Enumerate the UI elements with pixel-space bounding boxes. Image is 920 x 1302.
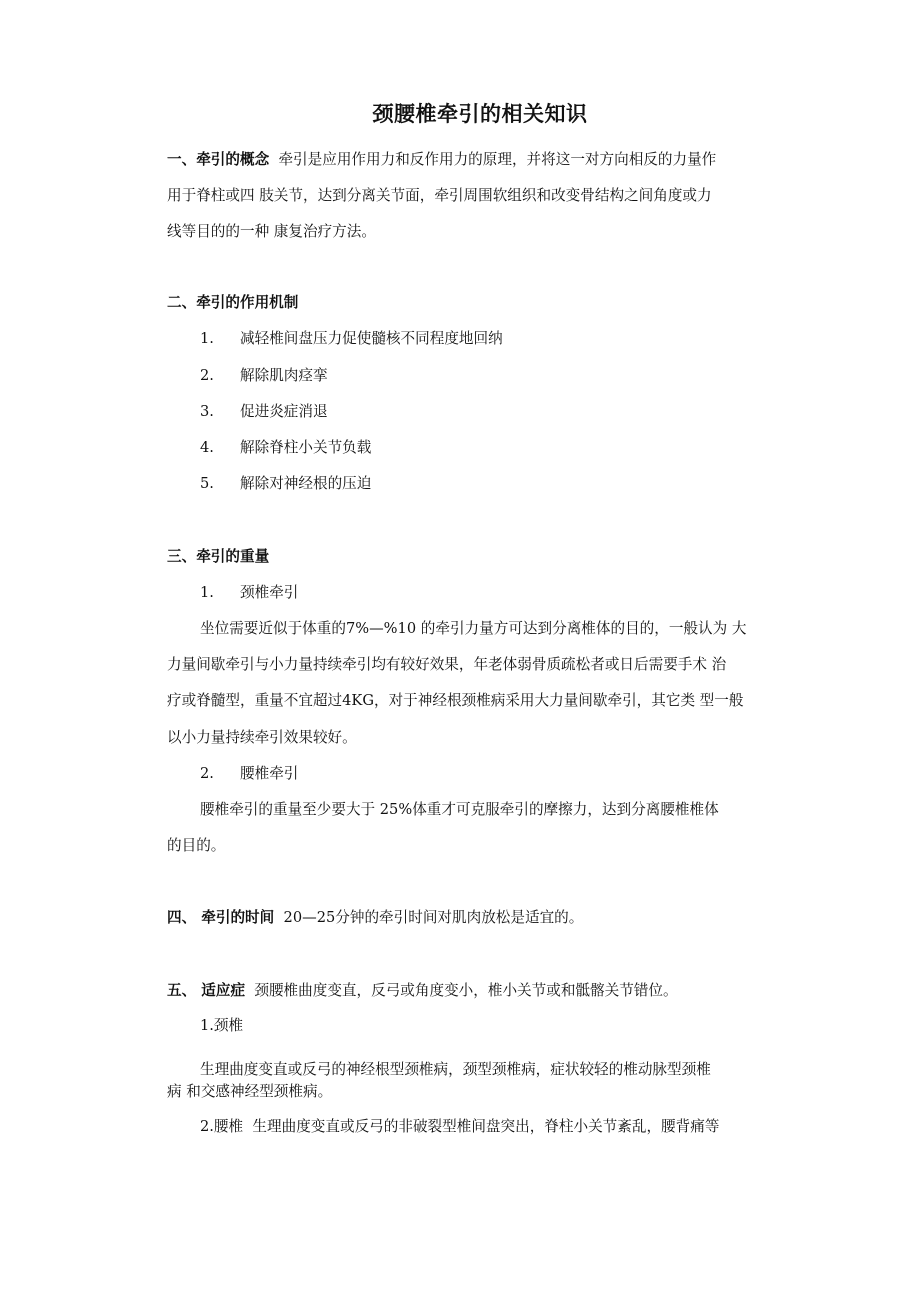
paragraph-line: 坐位需要近似于体重的7%—%10 的牵引力量方可达到分离椎体的目的，一般认为 大 <box>200 620 747 637</box>
section-4-text: 20—25分钟的牵引时间对肌肉放松是适宜的。 <box>283 909 584 926</box>
subheading-text: 腰椎牵引 <box>240 765 299 782</box>
list-item-number: 1. <box>200 330 214 347</box>
section-5-line <box>167 981 678 1001</box>
list-item-number: 3. <box>200 403 214 420</box>
list-item <box>200 474 371 494</box>
list-item <box>200 366 328 386</box>
section-3-heading: 三、牵引的重量 <box>167 548 270 565</box>
list-item-number: 5. <box>200 475 214 492</box>
subheading-number: 2. <box>200 765 214 782</box>
list-item <box>200 329 503 349</box>
paragraph-line: 腰椎牵引的重量至少要大于 25%体重才可克服牵引的摩擦力，达到分离腰椎椎体 <box>200 801 719 818</box>
list-item-text: 减轻椎间盘压力促使髓核不同程度地回纳 <box>240 330 503 347</box>
subheading-lumbar <box>200 764 298 784</box>
section-1-line-2: 用于脊柱或四 肢关节，达到分离关节面，牵引周围软组织和改变骨结构之间角度或力 <box>167 187 712 204</box>
subheading-number: 1. <box>200 584 214 601</box>
list-item-number: 4. <box>200 439 214 456</box>
section-2-heading: 二、牵引的作用机制 <box>167 294 299 311</box>
paragraph-text: 生理曲度变直或反弓的非破裂型椎间盘突出，脊柱小关节紊乱，腰背痛等 <box>252 1118 720 1135</box>
paragraph-line: 的目的。 <box>167 837 226 854</box>
list-item-number: 2. <box>200 367 214 384</box>
paragraph-line: 疗或脊髓型，重量不宜超过4KG，对于神经根颈椎病采用大力量间歇牵引，其它类 型一般 <box>167 692 744 709</box>
section-1-line-3: 线等目的的一种 康复治疗方法。 <box>167 223 376 240</box>
list-item-text: 解除对神经根的压迫 <box>240 475 372 492</box>
list-item <box>200 402 328 422</box>
document-title: 颈腰椎牵引的相关知识 <box>372 102 588 126</box>
paragraph-line: 以小力量持续牵引效果较好。 <box>167 729 357 746</box>
paragraph-line-lumbar <box>200 1117 719 1137</box>
section-1-line-1 <box>167 150 716 170</box>
subheading-cervical: 1.颈椎 <box>200 1017 244 1034</box>
list-item-text: 解除肌肉痉挛 <box>240 367 328 384</box>
section-5-heading: 五、 适应症 <box>167 982 246 999</box>
paragraph-line: 力量间歇牵引与小力量持续牵引均有较好效果，年老体弱骨质疏松者或日后需要手术 治 <box>167 656 727 673</box>
list-item-text: 促进炎症消退 <box>240 403 328 420</box>
section-1-heading: 一、牵引的概念 <box>167 151 270 168</box>
list-item <box>200 438 371 458</box>
section-4-heading: 四、 牵引的时间 <box>167 909 275 926</box>
paragraph-line: 生理曲度变直或反弓的神经根型颈椎病，颈型颈椎病，症状较轻的椎动脉型颈椎 <box>200 1061 711 1078</box>
section-1-text: 牵引是应用作用力和反作用力的原理，并将这一对方向相反的力量作 <box>278 151 717 168</box>
list-item-text: 解除脊柱小关节负载 <box>240 439 372 456</box>
paragraph-line: 病 和交感神经型颈椎病。 <box>167 1083 333 1100</box>
subheading-cervical <box>200 583 298 603</box>
section-4-line <box>167 908 583 928</box>
section-5-text: 颈腰椎曲度变直，反弓或角度变小，椎小关节或和骶髂关节错位。 <box>254 982 678 999</box>
subheading-text: 颈椎牵引 <box>240 584 299 601</box>
subheading-lumbar: 2.腰椎 <box>200 1118 244 1135</box>
